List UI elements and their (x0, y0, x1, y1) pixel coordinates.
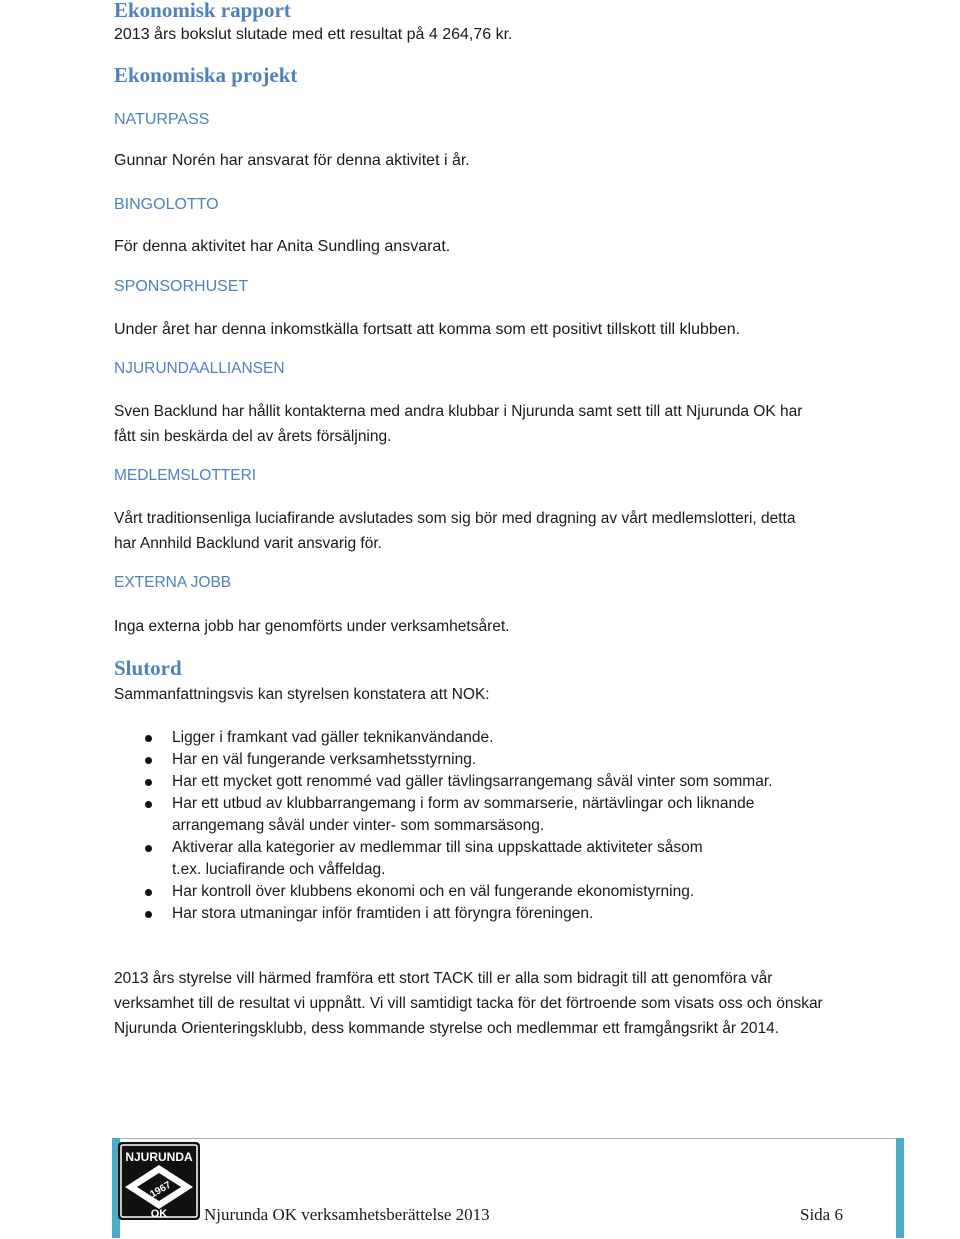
list-item: Har ett mycket gott renommé vad gäller tävlingsarrangemang såväl vinter som sommar. (114, 771, 834, 793)
list-item: Aktiverar alla kategorier av medlemmar till sina uppskattade aktiviteter såsom t.ex. luciafirande och våffeldag. (114, 837, 732, 881)
list-item: Har stora utmaningar inför framtiden i att föryngra föreningen. (114, 903, 834, 925)
externa-jobb-text: Inga externa jobb har genomförts under verksamhetsåret. (114, 618, 510, 635)
heading-ekonomiska-projekt: Ekonomiska projekt (114, 63, 298, 87)
footer-title: Njurunda OK verksamhetsberättelse 2013 (204, 1205, 490, 1224)
logo-bottom-text: OK (150, 1208, 168, 1220)
heading-ekonomisk-rapport: Ekonomisk rapport (114, 0, 291, 22)
logo-year-text: 1967 (148, 1179, 174, 1201)
list-item: Ligger i framkant vad gäller teknikanvändande. (114, 727, 834, 749)
list-item: Har ett utbud av klubbarrangemang i form av sommarserie, närtävlingar och liknande arrangemang såväl under vinter- som sommarsäsong. (114, 793, 772, 837)
summary-list (114, 727, 834, 925)
medlemslotteri-line2: har Annhild Backlund varit ansvarig för. (114, 535, 382, 552)
subheading-externa-jobb: EXTERNA JOBB (114, 574, 232, 591)
medlemslotteri-line1: Vårt traditionsenliga luciafirande avslutades som sig bör med dragning av vårt medlemslotteri, detta (114, 510, 796, 527)
bingolotto-text: För denna aktivitet har Anita Sundling ansvarat. (114, 238, 451, 255)
subheading-naturpass: NATURPASS (114, 111, 210, 128)
naturpass-text: Gunnar Norén har ansvarat för denna aktivitet i år. (114, 152, 470, 169)
njurundaalliansen-line1: Sven Backlund har hållit kontakterna med andra klubbar i Njurunda samt sett till att Njurunda OK har (114, 403, 803, 420)
heading-slutord: Slutord (114, 656, 182, 680)
list-item: Har kontroll över klubbens ekonomi och en väl fungerande ekonomistyrning. (114, 881, 834, 903)
club-logo (117, 1141, 201, 1221)
closing-paragraph: 2013 års styrelse vill härmed framföra ett stort TACK till er alla som bidragit till att genomföra vår verksamhet till de resultat vi uppnått. Vi vill samtidigt tacka för det förtroende som visats oss och önskar Njurunda Orienteringsklubb, dess kommande styrelse och medlemmar ett framgångsrikt år 2014. (114, 970, 823, 1037)
subheading-njurundaalliansen: NJURUNDAALLIANSEN (114, 360, 285, 377)
logo-top-text: NJURUNDA (125, 1150, 193, 1164)
subheading-medlemslotteri: MEDLEMSLOTTERI (114, 467, 257, 484)
subheading-sponsorhuset: SPONSORHUSET (114, 278, 249, 295)
subheading-bingolotto: BINGOLOTTO (114, 196, 219, 213)
slutord-intro: Sammanfattningsvis kan styrelsen konstatera att NOK: (114, 686, 490, 703)
sponsorhuset-text: Under året har denna inkomstkälla fortsatt att komma som ett positivt tillskott till klubben. (114, 321, 741, 338)
footer-bar-right (896, 1138, 904, 1238)
page-number: Sida 6 (800, 1205, 843, 1224)
list-item: Har en väl fungerande verksamhetsstyrning. (114, 749, 834, 771)
footer-divider (112, 1138, 902, 1139)
report-text: 2013 års bokslut slutade med ett resultat på 4 264,76 kr. (114, 26, 513, 43)
njurundaalliansen-line2: fått sin beskärda del av årets försäljning. (114, 428, 392, 445)
